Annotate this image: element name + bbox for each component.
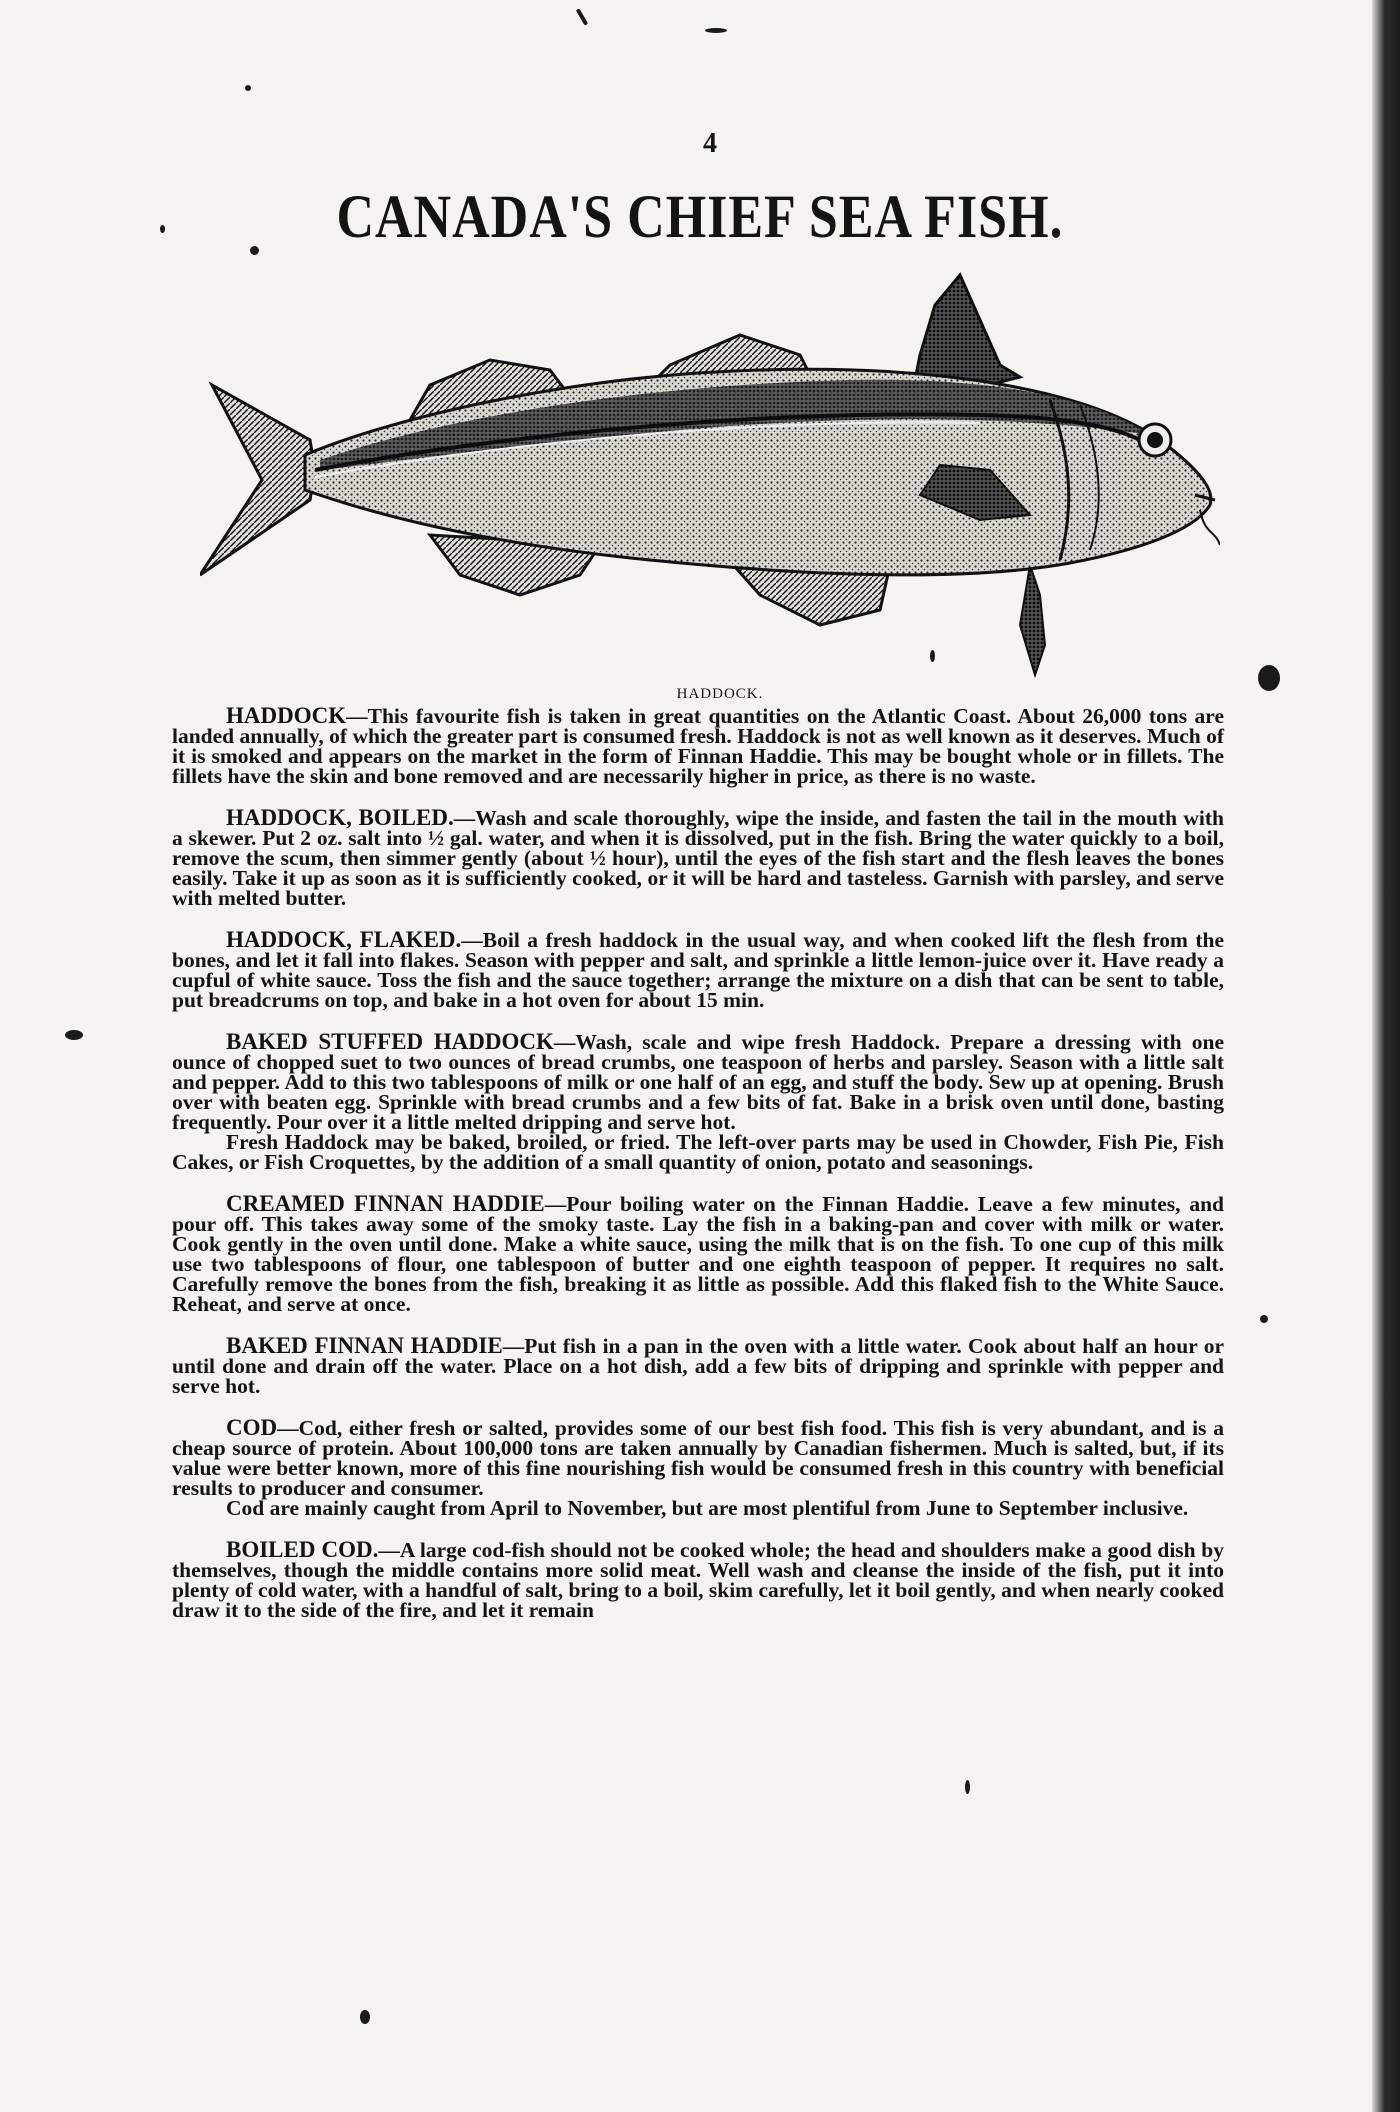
section-cod-season: [172, 1498, 1224, 1518]
section-baked-stuffed-haddock: [172, 1029, 1225, 1134]
scan-speck: [250, 246, 259, 255]
scan-speck: [1258, 665, 1280, 691]
section-baked-finnan-haddie: [172, 1333, 1224, 1398]
page-number: 4: [703, 128, 717, 159]
section-haddock-boiled: [172, 805, 1224, 910]
section-text: —Wash, scale and wipe fresh Haddock. Prepare a dressing with one ounce of chopped suet to two ounces of bread crumbs, one teaspoon of herbs and parsley. Season with a little salt and pepper. Add to this two tablespoons of milk or one half of an egg, and stuff the body. Sew up at opening. Brush over with beaten egg. Sprinkle with bread crumbs and a few bits of fat. Bake in a brisk oven until done, basting frequently. Pour over it a little melted dripping and serve hot.: [172, 1030, 1225, 1134]
haddock-illustration-icon: [200, 265, 1220, 685]
section-text: —Put fish in a pan in the oven with a little water. Cook about half an hour or until done and drain off the water. Place on a hot dish, add a few bits of dripping and sprinkle with pepper and serve hot.: [172, 1334, 1224, 1398]
section-heading: HADDOCK, BOILED.: [226, 805, 454, 830]
section-boiled-cod: [172, 1537, 1224, 1622]
section-creamed-finnan-haddie: [172, 1191, 1225, 1316]
section-heading: BOILED COD.: [226, 1537, 379, 1562]
section-heading: COD: [226, 1415, 278, 1440]
page-edge-shadow: [1372, 0, 1400, 2112]
scan-speck: [930, 650, 935, 662]
scan-speck: [576, 8, 588, 26]
section-text: —Cod, either fresh or salted, provides some of our best fish food. This fish is very abundant, and is a cheap source of protein. About 100,000 tons are taken annually by Canadian fishermen. Much is salted, but, if its value were better known, more of this fine nourishing fish would be consumed fresh in this country with beneficial results to producer and consumer.: [172, 1416, 1224, 1500]
section-haddock: [172, 703, 1224, 788]
section-heading: BAKED STUFFED HADDOCK: [226, 1029, 554, 1054]
scan-speck: [245, 85, 251, 91]
article-body: [172, 703, 1225, 1642]
section-haddock-flaked: [172, 927, 1225, 1012]
section-text: —A large cod-fish should not be cooked whole; the head and shoulders make a good dish by themselves, though the middle contains more solid meat. Well wash and cleanse the inside of the fish, put it into plenty of cold water, with a handful of salt, bring to a boil, skim carefully, let it boil gently, and when nearly cooked draw it to the side of the fire, and let it remain: [172, 1538, 1224, 1622]
scan-speck: [160, 225, 165, 233]
section-text: —Boil a fresh haddock in the usual way, and when cooked lift the flesh from the bones, and let it fall into flakes. Season with pepper and salt, and sprinkle a little lemon-juice over it. Have ready a cupful of white sauce. Toss the fish and the sauce together; arrange the mixture on a dish that can be sent to table, put breadcrums on top, and bake in a hot oven for about 15 min.: [172, 928, 1225, 1012]
section-heading: CREAMED FINNAN HADDIE: [226, 1191, 545, 1216]
scan-speck: [360, 2010, 370, 2024]
scan-speck: [65, 1030, 83, 1040]
section-text: —This favourite fish is taken in great quantities on the Atlantic Coast. About 26,000 tons are landed annually, of which the greater part is consumed fresh. Haddock is not as well known as it deserves. Much of it is smoked and appears on the market in the form of Finnan Haddie. This may be bought whole or in fillets. The fillets have the skin and bone removed and are necessarily higher in price, as there is no waste.: [172, 704, 1224, 788]
section-text: —Pour boiling water on the Finnan Haddie. Leave a few minutes, and pour off. This takes away some of the smoky taste. Lay the fish in a baking-pan and cover with milk or water. Cook gently in the oven until done. Make a white sauce, using the milk that is on the fish. To one cup of this milk use two tablespoons of flour, one tablespoon of butter and one eighth teaspoon of pepper. It requires no salt. Carefully remove the bones from the fish, breaking it as little as possible. Add this flaked fish to the White Sauce. Reheat, and serve at once.: [172, 1192, 1225, 1316]
scan-speck: [965, 1780, 970, 1794]
section-heading: HADDOCK: [226, 703, 347, 728]
section-cod: [172, 1415, 1224, 1500]
section-heading: HADDOCK, FLAKED.: [226, 927, 462, 952]
page-title: CANADA'S CHIEF SEA FISH.: [336, 183, 1064, 252]
section-heading: BAKED FINNAN HADDIE: [226, 1333, 503, 1358]
section-text: Cod are mainly caught from April to November, but are most plentiful from June to September inclusive.: [226, 1496, 1189, 1520]
scan-speck: [705, 28, 727, 33]
section-text: —Wash and scale thoroughly, wipe the inside, and fasten the tail in the mouth with a skewer. Put 2 oz. salt into ½ gal. water, and when it is dissolved, put in the fish. Bring the water quickly to a boil, remove the scum, then simmer gently (about ½ hour), until the eyes of the fish start and the flesh leaves the bones easily. Take it up as soon as it is sufficiently cooked, or it will be hard and tasteless. Garnish with parsley, and serve with melted butter.: [172, 806, 1224, 910]
scan-speck: [1260, 1315, 1268, 1323]
section-text: Fresh Haddock may be baked, broiled, or fried. The left-over parts may be used in Chowder, Fish Pie, Fish Cakes, or Fish Croquettes, by the addition of a small quantity of onion, potato and seasonings.: [172, 1130, 1224, 1174]
illustration-caption: HADDOCK.: [676, 686, 764, 702]
section-haddock-note: [172, 1132, 1224, 1172]
